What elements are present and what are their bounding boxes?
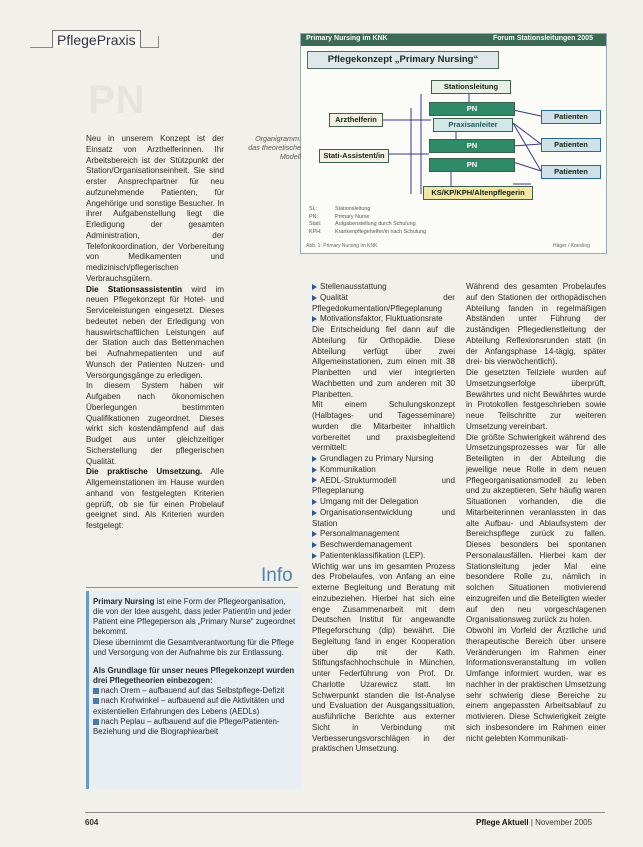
paragraph: Wichtig war uns im gesamten Prozess des Probelaufes, von Anfang an eine externe Begleitung und Beratung mit einzubeziehen. Hierbei hat sich eine enge Zusammenarbeit mit dem Deutschen Institut für angewandte Pflegeforschung (dip) bewährt. Die Begleitung fand in enger Kooperation über dip mit der Kath. Stiftungsfachhochschule in München, unter Federführung von Prof. Dr. Charlotte Uzarewicz statt. Im Schwerpunkt standen die Ist-Analyse und Evaluation der Ausgangssituation, ausführliche Berichte aus externer Sicht in Verbindung mit Verbesserungsvorschlägen in der praktischen Umsetzung.: [312, 561, 455, 754]
footer-rule: [85, 812, 605, 813]
paragraph: Die Stationsassistentin wird im neuen Pflegekonzept für Hotel- und Serviceleistungen eingesetzt. Dieses bedeutet neben der Erledigung von hauswirtschaftlichen Leistungen auf der Station auch das Bettenmachen bei Aufnahmepatienten und auf Wunsch der Patienten Nutzen- und Versorgungsgänge zu erledigen.: [86, 284, 224, 380]
paragraph: Obwohl im Vorfeld der Ärztliche und therapeutische Bereich über unsere Veränderungen im Rahmen einer Informationsveranstaltung im vollen Umfange informiert wurden, war es nachher in der praktischen Umsetzung sehr schwierig diese Bereiche zu einem angepassten Arbeitsablauf zu motivieren. Diese Schwierigkeit zeigte sich insbesondere im Rahmen einer nicht gelebten Kommunikati-: [466, 626, 606, 743]
bullet-item: Beschwerdemanagement: [312, 540, 455, 551]
organigram-figure: [300, 33, 607, 254]
info-text: [93, 597, 296, 737]
bullet-item: Kommunikation: [312, 465, 455, 476]
bullet-item: AEDL-Strukturmodell und Pflegeplanung: [312, 475, 455, 496]
bullet-item: Qualität der Pflegedokumentation/Pflegeplanung: [312, 292, 455, 313]
paragraph: Die größte Schwierigkeit während des Umsetzungsprozesses war für alle Beteiligten in der Abteilung die jeweilige neue Rolle in dem neuen Pflegeorganisationsmodell zu leben und zu akzeptieren. Sehr häufig waren Situationen vorhanden, die die Mitarbeiterinnen veranlassten in das alte Aufbau- und Ablaufsystem der Bereichspflege zurück zu fallen. Dieses besonders bei spontanen Personalausfällen. Hierbei kam der Stationsleitung jeder Mal eine besondere Rolle zu, nämlich in solchen Situationen motivierend einzugreifen und die Beteiligten wieder auf den neu vorgeschlagenen Organisationsweg zurück zu holen.: [466, 432, 606, 625]
arrow-bullet-icon: [312, 295, 317, 301]
paragraph: Die praktische Umsetzung. Alle Allgemeinstationen im Hause wurden anhand von festgelegten Kriterien geprüft, ob sie für einen Probelauf geeignet sind. Als Kriterien wurden festgelegt:: [86, 467, 224, 530]
page-number: 604: [85, 818, 99, 827]
arrow-bullet-icon: [312, 542, 317, 548]
info-box: [86, 591, 301, 789]
node-pn-2: PN: [429, 139, 515, 153]
info-list-item: nach Peplau – aufbauend auf die Pflege/Patienten-Beziehung und die Biographiearbeit: [93, 716, 280, 736]
bullet-item: Umgang mit der Delegation: [312, 497, 455, 508]
node-patienten-1: Patienten: [541, 110, 601, 124]
arrow-bullet-icon: [312, 284, 317, 290]
chart-header-right: Forum Stationsleitungen 2005: [493, 35, 593, 42]
square-bullet-icon: [93, 719, 99, 725]
arrow-bullet-icon: [312, 499, 317, 505]
arrow-bullet-icon: [312, 316, 317, 322]
magazine-section-logo: PflegePraxis: [52, 30, 141, 48]
text-column-1: [86, 134, 224, 532]
info-paragraph: Diese übernimmt die Gesamtverantwortung für die Pflege und Versorgung von der Aufnahme bis zur Entlassung.: [93, 637, 294, 657]
header-rule-vertical: [158, 36, 159, 48]
journal-footer: Pflege Aktuell | November 2005: [476, 818, 593, 827]
chart-header-left: Primary Nursing im KNK: [306, 35, 388, 42]
paragraph: Die Entscheidung fiel dann auf die Abteilung für Orthopädie. Diese Abteilung verfügt über zwei Allgemeinstationen, zum einen mit 38 Planbetten und vier integrierten Wachbetten und zum anderen mit 30 Planbetten.: [312, 325, 455, 399]
arrow-bullet-icon: [312, 456, 317, 462]
chart-footer-left: Abb. 1: Primary Nursing im KNK: [306, 243, 378, 249]
square-bullet-icon: [93, 698, 99, 704]
arrow-bullet-icon: [312, 467, 317, 473]
paragraph: Die gesetzten Teilziele wurden auf Umsetzungserfolge überprüft, Bewährtes und nicht Bewährtes wurde in Protokollen festgeschrieben sowie neue Teilschritte zur weiteren Umsetzung vereinbart.: [466, 368, 606, 431]
bullet-item: Organisationsentwicklung und Station: [312, 507, 455, 528]
legend-row: Stati: Aufgabenstellung durch Schulung: [309, 221, 416, 227]
node-patienten-3: Patienten: [541, 165, 601, 179]
text-column-3: [466, 282, 606, 744]
chart-title: Pflegekonzept „Primary Nursing“: [307, 51, 499, 69]
chart-legend: [309, 206, 426, 236]
bullet-item: Personalmanagement: [312, 529, 455, 540]
background-watermark: PN: [88, 78, 146, 122]
info-list-item: nach Krohwinkel – aufbauend auf die Aktivitäten und existentiellen Erfahrungen des Lebens (AEDLs): [93, 696, 285, 716]
paragraph: In diesem System haben wir Aufgaben nach ökonomischen Überlegungen bestimmten Qualifikationen zugeordnet. Dieses wirkt sich kostendämpfend auf das Budget aus unter gleichzeitiger Sicherstellung der pflegerischen Qualität.: [86, 381, 224, 466]
figure-caption: Organigramm: das theoretische Modell: [248, 134, 301, 161]
paragraph: Neu in unserem Konzept ist der Einsatz von Arzthelferinnen. Ihr Arbeitsbereich ist der Stützpunkt der Station/Organisationseinheit. Sie sind erster Ansprechpartner für neu aufzunehmende Patienten, für Angehörige und sonstige Besucher. In ihrer Aufgabenstellung liegt die Erledigung der gesamten Administration, der Telefonkoordination, der Vorbereitung von Medikamenten und medizinisch/pflegerischen Verbrauchsgütern.: [86, 134, 224, 283]
node-stati-assistentin: Stati-Assistent/in: [319, 149, 389, 163]
node-praxisanleiter: Praxisanleiter: [433, 118, 513, 132]
bullet-item: Motivationsfaktor, Fluktuationsrate: [312, 314, 455, 325]
node-arzthelferin: Arzthelferin: [329, 113, 383, 127]
info-rule: [86, 587, 298, 588]
node-pn-3: PN: [429, 158, 515, 172]
node-patienten-2: Patienten: [541, 138, 601, 152]
legend-row: KPH: Krankenpflegehelfer/in nach Schulung: [309, 228, 427, 235]
legend-row: SL: Stationsleitung: [309, 206, 371, 212]
bullet-item: Stellenausstattung: [312, 282, 455, 293]
info-paragraph: Als Grundlage für unser neues Pflegekonzept wurden drei Pflegetheorien einbezogen:: [93, 665, 295, 686]
legend-row: PN: Primary Nurse: [309, 213, 370, 220]
node-pflegeteam: KS/KP/KPH/Altenpflegerin: [423, 186, 533, 200]
node-stationsleitung: Stationsleitung: [431, 80, 511, 94]
node-pn-1: PN: [429, 102, 515, 116]
arrow-bullet-icon: [312, 553, 317, 559]
info-paragraph: Primary Nursing ist eine Form der Pflegeorganisation, die von der Idee ausgeht, dass jeder Patient/in und jeder Patient eine Pflegeperson als „Primary Nurse“ zugeordnet bekommt.: [93, 597, 296, 637]
arrow-bullet-icon: [312, 477, 317, 483]
info-list-item: nach Orem – aufbauend auf das Selbstpflege-Defizit: [93, 686, 296, 696]
paragraph: Mit einem Schulungskonzept (Halbtages- und Tagesseminare) wurden die Mitarbeiter inhaltlich vorbereitet und praxisbegleitend vermittelt:: [312, 400, 455, 453]
text-column-2: [312, 282, 455, 755]
bullet-item: Grundlagen zu Primary Nursing: [312, 454, 455, 465]
arrow-bullet-icon: [312, 531, 317, 537]
bullet-item: Patientenklassifikation (LEP).: [312, 551, 455, 562]
paragraph: Während des gesamten Probelaufes auf den Stationen der orthopädischen Abteilung fanden in regelmäßigen Abständen unter Führung der zuständigen Pflegedienstleitung der Abteilung Reflexionsrunden statt (in der Anfangsphase 14-tägig, später drei- bis vierwöchentlich).: [466, 282, 606, 367]
chart-footer-right: Häger / Koesling: [553, 243, 590, 249]
arrow-bullet-icon: [312, 510, 317, 516]
square-bullet-icon: [93, 688, 99, 694]
info-heading: Info: [261, 565, 293, 586]
